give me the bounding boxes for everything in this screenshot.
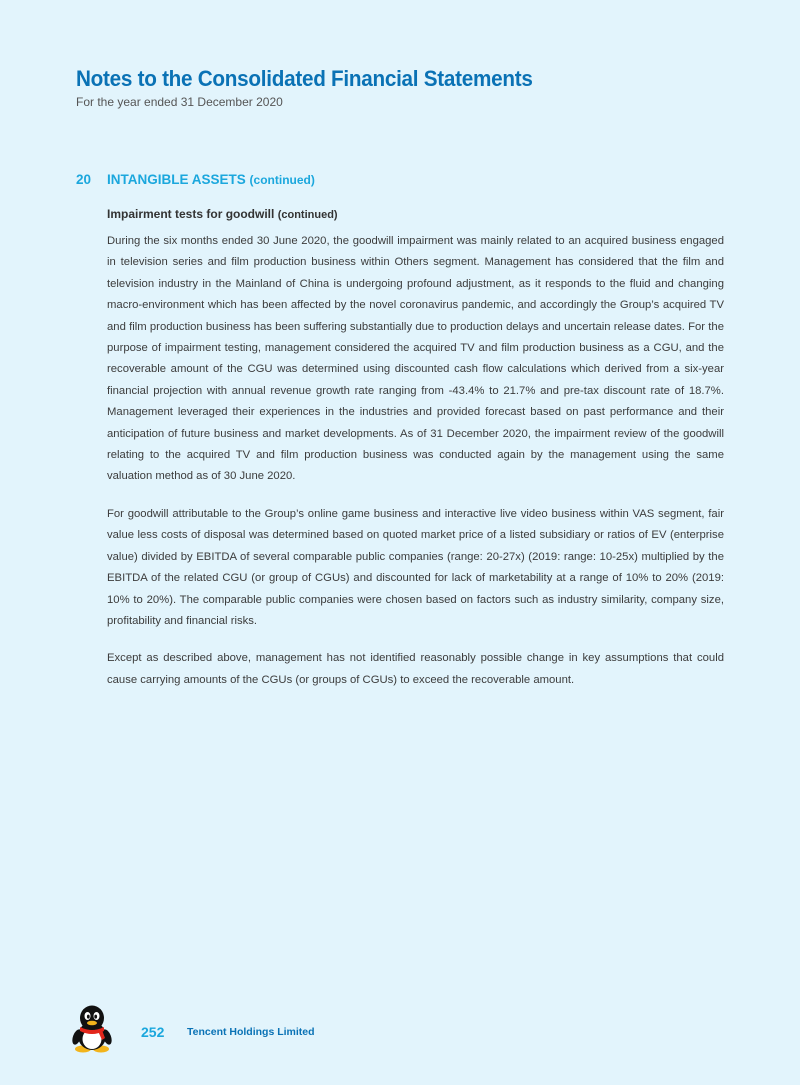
page-number: 252 <box>141 1024 165 1040</box>
paragraph-3: Except as described above, management has not identified reasonably possible change in key assumptions that could cause carrying amounts of the CGUs (or groups of CGUs) to exceed the recoverable amount. <box>107 652 724 686</box>
section-number: 20 <box>76 172 92 187</box>
subsection-continued: (continued) <box>277 209 338 221</box>
company-name: Tencent Holdings Limited <box>187 1026 315 1038</box>
page-header <box>76 66 572 109</box>
page-footer <box>72 1004 472 1056</box>
section-heading <box>76 172 315 187</box>
document-subtitle: For the year ended 31 December 2020 <box>76 95 283 109</box>
section-title: INTANGIBLE ASSETS <box>107 172 246 187</box>
main-content <box>107 207 724 707</box>
paragraph-1: During the six months ended 30 June 2020, the goodwill impairment was mainly related to an acquired business engaged in television series and film production business within Others segment. Management has considered that the film and television industry in the Mainland of China is undergoing profound adjustment, as it responds to the fluid and changing macro-environment which has been affected by the novel coronavirus pandemic, and accordingly the Group’s acquired TV and film production business has been suffering substantially due to production delays and uncertain release dates. For the purpose of impairment testing, management considered the acquired TV and film production business as a CGU, and the recoverable amount of the CGU was determined using discounted cash flow calculations which derived from a six-year financial projection with annual revenue growth rate ranging from -43.4% to 21.7% and pre-tax discount rate of 18.7%. Management leveraged their experiences in the industries and provided forecast based on past performance and their anticipation of future business and market developments. As of 31 December 2020, the impairment review of the goodwill relating to the acquired TV and film production business was conducted again by the management using the same valuation method as of 30 June 2020. <box>107 235 724 483</box>
subsection-title: Impairment tests for goodwill <box>107 207 275 221</box>
qq-penguin-icon <box>72 1004 112 1054</box>
subsection-heading <box>107 207 724 221</box>
paragraph-2: For goodwill attributable to the Group’s online game business and interactive live video business within VAS segment, fair value less costs of disposal was determined based on quoted market price of a listed subsidiary or ratios of EV (enterprise value) divided by EBITDA of several comparable public companies (range: 20-27x) (2019: range: 10-25x) multiplied by the EBITDA of the related CGU (or group of CGUs) and discounted for lack of marketability at a range of 10% to 20% (2019: 10% to 20%). The comparable public companies were chosen based on factors such as industry similarity, company size, profitability and financial risks. <box>107 507 724 627</box>
section-continued: (continued) <box>249 173 315 187</box>
document-title: Notes to the Consolidated Financial Statements <box>76 66 533 91</box>
